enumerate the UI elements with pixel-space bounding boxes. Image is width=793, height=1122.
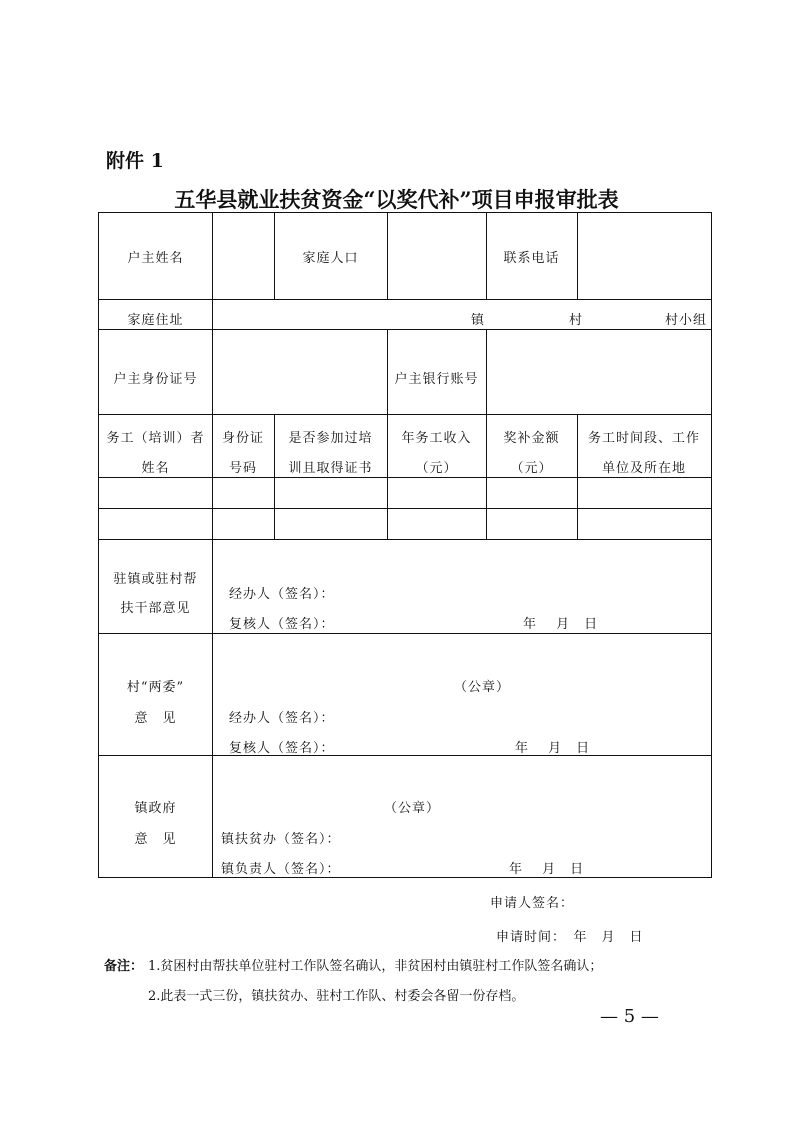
- town-date[interactable]: 年 月 日: [509, 862, 585, 877]
- col-divider: [212, 329, 213, 414]
- training-cert-header: 是否参加过培: [288, 431, 373, 446]
- phone-field[interactable]: [580, 214, 710, 298]
- village-handler-signature[interactable]: 经办人（签名）：: [229, 711, 335, 726]
- household-population-field[interactable]: [390, 214, 485, 298]
- col-divider: [486, 329, 487, 414]
- row-divider: [99, 477, 711, 478]
- town-head-signature[interactable]: 镇负责人（签名）：: [221, 862, 341, 877]
- subsidy-amount-header: 奖补金额: [503, 431, 560, 446]
- address-town-label: 镇: [471, 313, 486, 328]
- work-period-header-line2: 单位及所在地: [601, 461, 686, 476]
- row-divider: [99, 633, 711, 634]
- address-group-label: 村小组: [665, 313, 708, 328]
- village-committee-label-line2: 意 见: [134, 711, 177, 726]
- application-date[interactable]: 申请时间： 年 月 日: [496, 930, 644, 945]
- subsidy-amount-header-line2: （元）: [510, 461, 553, 476]
- note-2: 2.此表一式三份，镇扶贫办、驻村工作队、村委会各留一份存档。: [148, 989, 525, 1004]
- id-number-label: 户主身份证号: [113, 372, 198, 387]
- work-period-header: 务工时间段、工作: [587, 431, 700, 446]
- cadre-opinion-label-line2: 扶干部意见: [120, 601, 191, 616]
- cadre-reviewer-signature[interactable]: 复核人（签名）：: [229, 617, 335, 632]
- town-gov-label: 镇政府: [134, 801, 177, 816]
- bank-account-field[interactable]: [489, 330, 710, 413]
- village-date[interactable]: 年 月 日: [515, 741, 591, 756]
- note-1: 1.贫困村由帮扶单位驻村工作队签名确认，非贫困村由镇驻村工作队签名确认；: [148, 959, 603, 974]
- applicant-signature[interactable]: 申请人签名：: [490, 896, 575, 911]
- training-cert-header-line2: 训且取得证书: [288, 461, 373, 476]
- id-card-header: 身份证: [221, 431, 264, 446]
- row-divider: [99, 508, 711, 509]
- village-committee-label: 村“两委”: [126, 680, 185, 695]
- col-divider: [212, 213, 213, 299]
- id-number-field[interactable]: [215, 330, 385, 413]
- row-divider: [99, 414, 711, 415]
- col-divider: [387, 213, 388, 299]
- attachment-label: 附件 1: [106, 150, 164, 172]
- bank-account-label: 户主银行账号: [394, 372, 479, 387]
- cadre-opinion-label: 驻镇或驻村帮: [113, 572, 198, 587]
- household-population-label: 家庭人口: [302, 251, 359, 266]
- town-gov-label-line2: 意 见: [134, 832, 177, 847]
- address-label: 家庭住址: [127, 313, 184, 328]
- worker-name-header: 务工（培训）者: [106, 431, 205, 446]
- notes-label: 备注：: [104, 959, 144, 974]
- cadre-handler-signature[interactable]: 经办人（签名）：: [229, 587, 335, 602]
- row-divider: [99, 299, 711, 300]
- id-card-header-line2: 号码: [228, 461, 257, 476]
- owner-name-label: 户主姓名: [127, 251, 184, 266]
- col-divider: [577, 213, 578, 299]
- village-reviewer-signature[interactable]: 复核人（签名）：: [229, 741, 335, 756]
- cadre-date[interactable]: 年 月 日: [523, 617, 599, 632]
- annual-income-header-line2: （元）: [415, 461, 458, 476]
- village-seal: （公章）: [454, 680, 511, 695]
- address-village-label: 村: [569, 313, 584, 328]
- row-divider: [99, 539, 711, 540]
- town-seal: （公章）: [384, 801, 441, 816]
- annual-income-header: 年务工收入: [401, 431, 472, 446]
- col-divider: [212, 299, 213, 329]
- row-divider: [99, 755, 711, 756]
- owner-name-field[interactable]: [215, 214, 273, 298]
- col-divider: [212, 539, 213, 877]
- form-title: 五华县就业扶贫资金“以奖代补”项目申报审批表: [174, 187, 619, 212]
- worker-name-header-line2: 姓名: [141, 461, 170, 476]
- page-number: — 5 —: [600, 1006, 659, 1027]
- application-form-table: [98, 212, 712, 878]
- town-poverty-office-signature[interactable]: 镇扶贫办（签名）：: [221, 832, 341, 847]
- phone-label: 联系电话: [503, 251, 560, 266]
